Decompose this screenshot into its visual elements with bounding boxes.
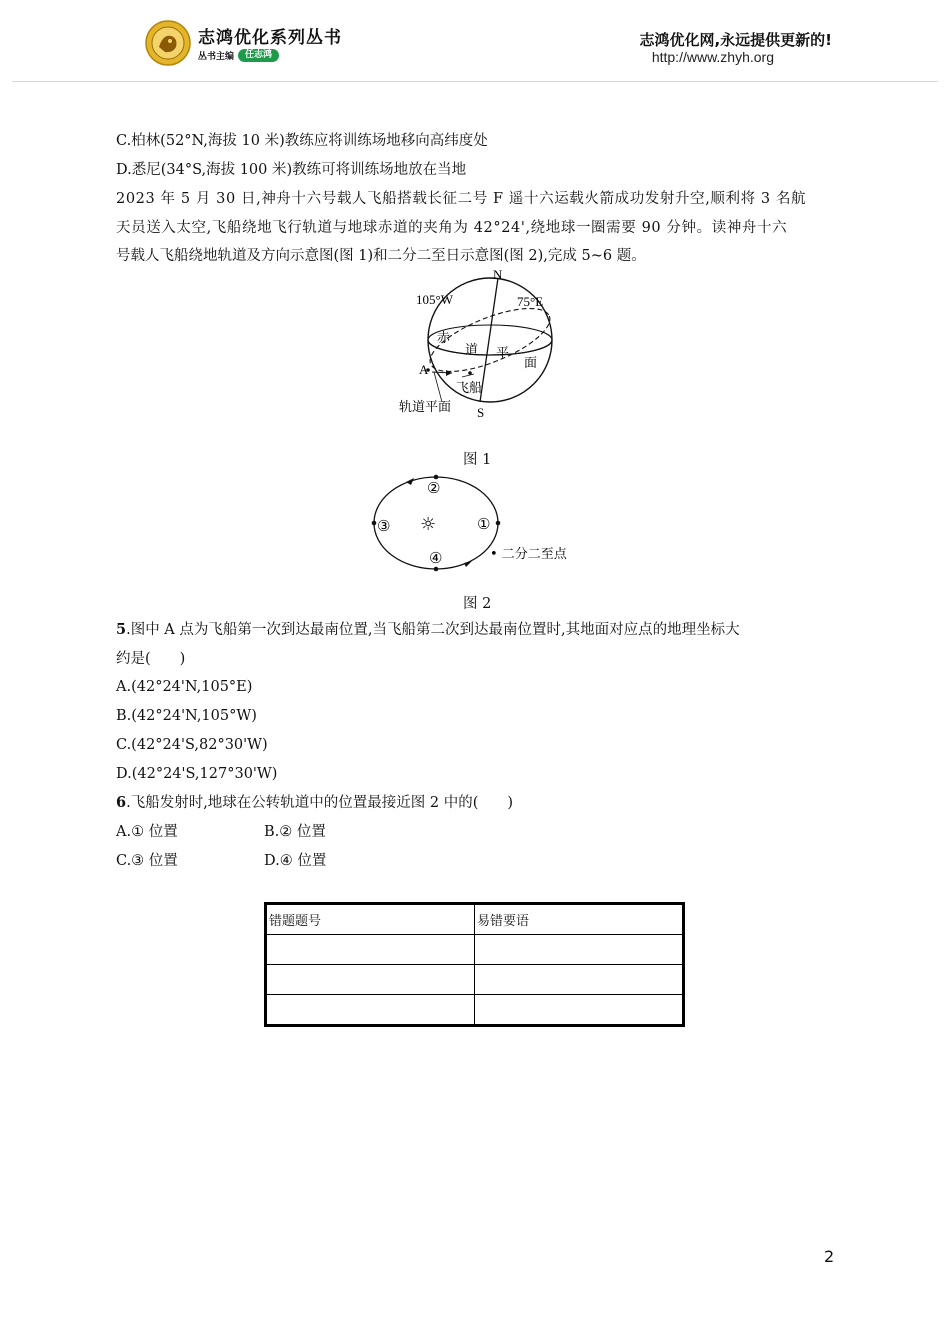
table-cell[interactable] [266, 935, 475, 965]
figure-2-caption: 图 2 [463, 596, 492, 612]
prev-option-c: C.柏林(52°N,海拔 10 米)教练应将训练场地移向高纬度处 [116, 133, 488, 149]
label-equator-1: 赤 [437, 331, 451, 346]
question-6-number: 6 [116, 794, 127, 811]
intro-line-2: 天员送入太空,飞船绕地飞行轨道与地球赤道的夹角为 42°24',绕地球一圈需要 90 分钟。读神舟十六 [116, 220, 788, 236]
table-row [266, 935, 684, 965]
label-position-3: ③ [377, 517, 391, 535]
figure-1-caption: 图 1 [463, 452, 492, 468]
table-header-wrong-question-number: 错题题号 [266, 904, 475, 935]
label-spacecraft: 飞船 [456, 381, 483, 396]
error-record-table [264, 902, 685, 1027]
table-cell[interactable] [266, 965, 475, 995]
question-5-option-d: D.(42°24'S,127°30'W) [116, 766, 278, 782]
question-5-stem-line-1 [116, 620, 740, 640]
page-number: 2 [824, 1247, 835, 1266]
earth-axis [480, 278, 498, 402]
label-equator-3: 平 [496, 346, 510, 361]
question-5-option-c: C.(42°24'S,82°30'W) [116, 737, 268, 753]
table-cell[interactable] [266, 995, 475, 1026]
revolution-direction-arrow-icon [406, 478, 414, 485]
intro-line-3: 号载人飞船绕地轨道及方向示意图(图 1)和二分二至日示意图(图 2),完成 5~6 题。 [116, 248, 646, 264]
question-6-stem-text: .飞船发射时,地球在公转轨道中的位置最接近图 2 中的( ) [126, 795, 514, 811]
label-n: N [493, 268, 503, 282]
prev-option-d: D.悉尼(34°S,海拔 100 米)教练可将训练场地放在当地 [116, 162, 467, 178]
brand-title: 志鸿优化系列丛书 [198, 28, 342, 48]
question-6-option-d: D.④ 位置 [264, 853, 327, 869]
label-a: A [419, 362, 429, 377]
question-6-option-b: B.② 位置 [264, 824, 326, 840]
question-6-option-c: C.③ 位置 [116, 853, 178, 869]
question-6-stem [116, 793, 513, 813]
label-equator-2: 道 [465, 343, 479, 358]
label-equator-4: 面 [524, 356, 538, 371]
legend-equinox-solstice: • 二分二至点 [490, 547, 567, 562]
editor-name-badge: 任志鸿 [238, 49, 279, 62]
sun-icon: ☼ [420, 514, 437, 535]
question-5-stem-line-2: 约是( ) [116, 651, 186, 667]
question-5-number: 5 [116, 621, 127, 638]
label-105w: 105°W [416, 292, 453, 307]
orbit-point-1 [496, 521, 501, 526]
question-5-stem-text: .图中 A 点为飞船第一次到达最南位置,当飞船第二次到达最南位置时,其地面对应点的地理坐标大 [126, 622, 740, 638]
question-5-option-b: B.(42°24'N,105°W) [116, 708, 257, 724]
site-url-link[interactable]: http://www.zhyh.org [651, 49, 774, 65]
table-cell[interactable] [475, 965, 684, 995]
table-row [266, 965, 684, 995]
table-cell[interactable] [475, 995, 684, 1026]
table-header-error-key-points: 易错要语 [475, 904, 684, 935]
label-position-4: ④ [429, 549, 443, 567]
editor-label: 丛书主编 [198, 52, 235, 62]
figure-2-solstice-equinox-diagram [362, 468, 592, 578]
orbit-point-3 [372, 521, 377, 526]
site-slogan: 志鸿优化网,永远提供更新的! [639, 31, 832, 49]
brand-logo-seal-icon [145, 20, 191, 66]
label-position-2: ② [427, 479, 441, 497]
table-header-row [266, 904, 684, 935]
figure-1-orbit-diagram [390, 268, 570, 420]
spacecraft-dot [468, 371, 472, 375]
table-cell[interactable] [475, 935, 684, 965]
label-orbit-plane: 轨道平面 [399, 400, 452, 415]
label-position-1: ① [477, 515, 491, 533]
orbit-point-4 [434, 567, 439, 572]
question-6-option-a: A.① 位置 [116, 824, 178, 840]
label-75e: 75°E [517, 294, 544, 309]
table-row [266, 995, 684, 1026]
label-s: S [477, 405, 485, 420]
question-5-option-a: A.(42°24'N,105°E) [116, 679, 253, 695]
intro-line-1: 2023 年 5 月 30 日,神舟十六号载人飞船搭载长征二号 F 遥十六运载火箭成功发射升空,顺利将 3 名航 [116, 191, 807, 207]
brand-subtitle [198, 49, 279, 62]
craft-direction-arrow-icon [446, 370, 452, 376]
header-divider [12, 81, 938, 82]
